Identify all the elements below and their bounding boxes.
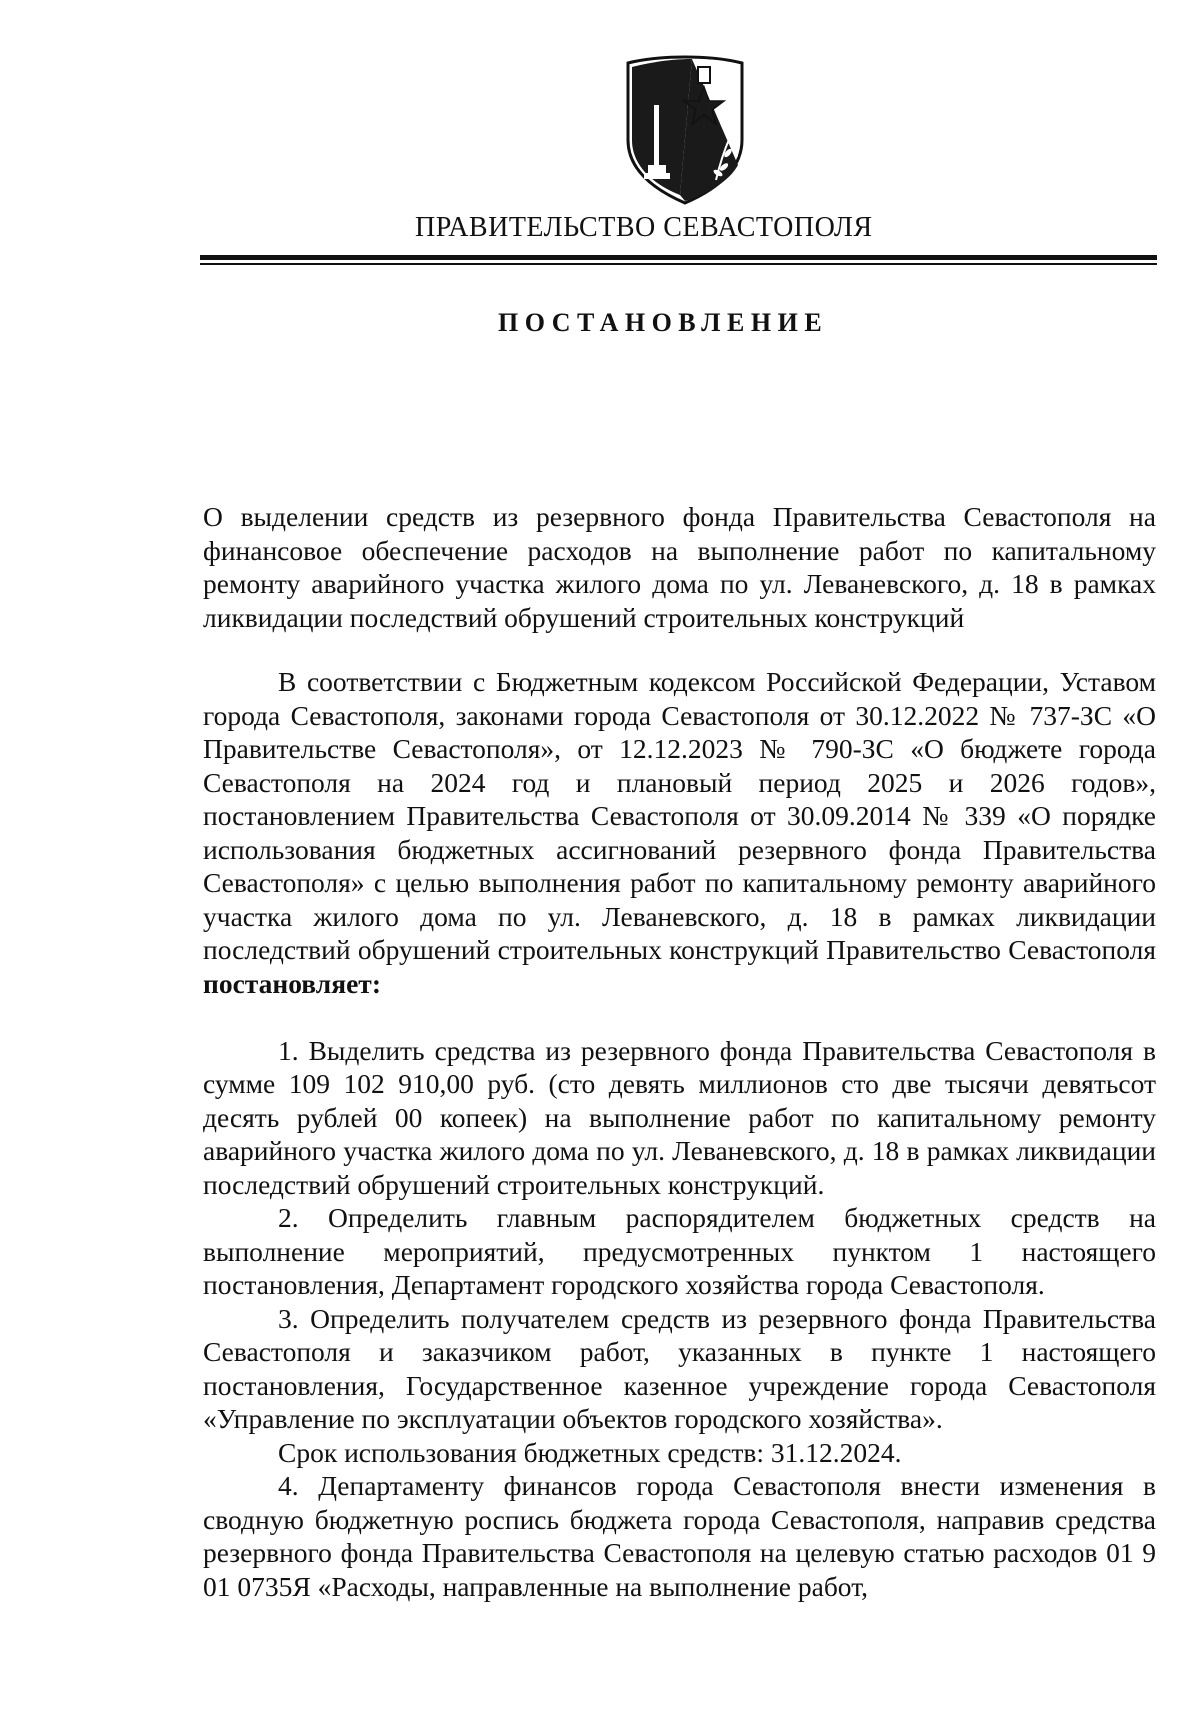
document-type-title: ПОСТАНОВЛЕНИЕ <box>498 308 829 337</box>
document-body <box>203 665 1156 1603</box>
preamble-text: В соответствии с Бюджетным кодексом Российской Федерации, Уставом города Севастополя, законами города Севастополя от 30.12.2022 № 737-ЗС «О Правительстве Севастополя», от 12.12.2023 № 790-ЗС «О бюджете города Севастополя на 2024 год и плановый период 2025 и 2026 годов», постановлением Правительства Севастополя от 30.09.2014 № 339 «О порядке использования бюджетных ассигнований резервного фонда Правительства Севастополя» с целью выполнения работ по капитальному ремонту аварийного участка жилого дома по ул. Леваневского, д. 18 в рамках ликвидации последствий обрушений строительных конструкций Правительство Севастополя <box>203 666 1156 965</box>
header-divider-thick <box>200 255 1157 260</box>
preamble-paragraph <box>203 665 1156 1000</box>
item-paragraph: Срок использования бюджетных средств: 31.12.2024. <box>278 1436 902 1468</box>
preamble-emphasis: постановляет: <box>203 967 381 999</box>
item-paragraph: 2. Определить главным распорядителем бюджетных средств на выполнение мероприятий, предусмотренных пунктом 1 настоящего постановления, Департамент городского хозяйства города Севастополя. <box>203 1202 1156 1300</box>
sevastopol-coat-of-arms-icon <box>620 45 750 205</box>
document-subject: О выделении средств из резервного фонда Правительства Севастополя на финансовое обеспечение расходов на выполнение работ по капитальному ремонту аварийного участка жилого дома по ул. Леваневского, д. 18 в рамках ликвидации последствий обрушений строительных конструкций <box>203 501 1156 633</box>
organization-title: ПРАВИТЕЛЬСТВО СЕВАСТОПОЛЯ <box>415 212 873 243</box>
item-paragraph: 3. Определить получателем средств из резервного фонда Правительства Севастополя и заказчиком работ, указанных в пункте 1 настоящего постановления, Государственное казенное учреждение города Севастополя «Управление по эксплуатации объектов городского хозяйства». <box>203 1302 1156 1434</box>
header-divider-thin <box>200 263 1157 265</box>
item-paragraph: 4. Департаменту финансов города Севастополя внести изменения в сводную бюджетную роспись бюджета города Севастополя, направив средства резервного фонда Правительства Севастополя на целевую статью расходов 01 9 01 0735Я «Расходы, направленные на выполнение работ, <box>203 1470 1156 1602</box>
item-paragraph: 1. Выделить средства из резервного фонда Правительства Севастополя в сумме 109 102 910,00 руб. (сто девять миллионов сто две тысячи девятьсот десять рублей 00 копеек) на выполнение работ по капитальному ремонту аварийного участка жилого дома по ул. Леваневского, д. 18 в рамках ликвидации последствий обрушений строительных конструкций. <box>203 1034 1156 1200</box>
